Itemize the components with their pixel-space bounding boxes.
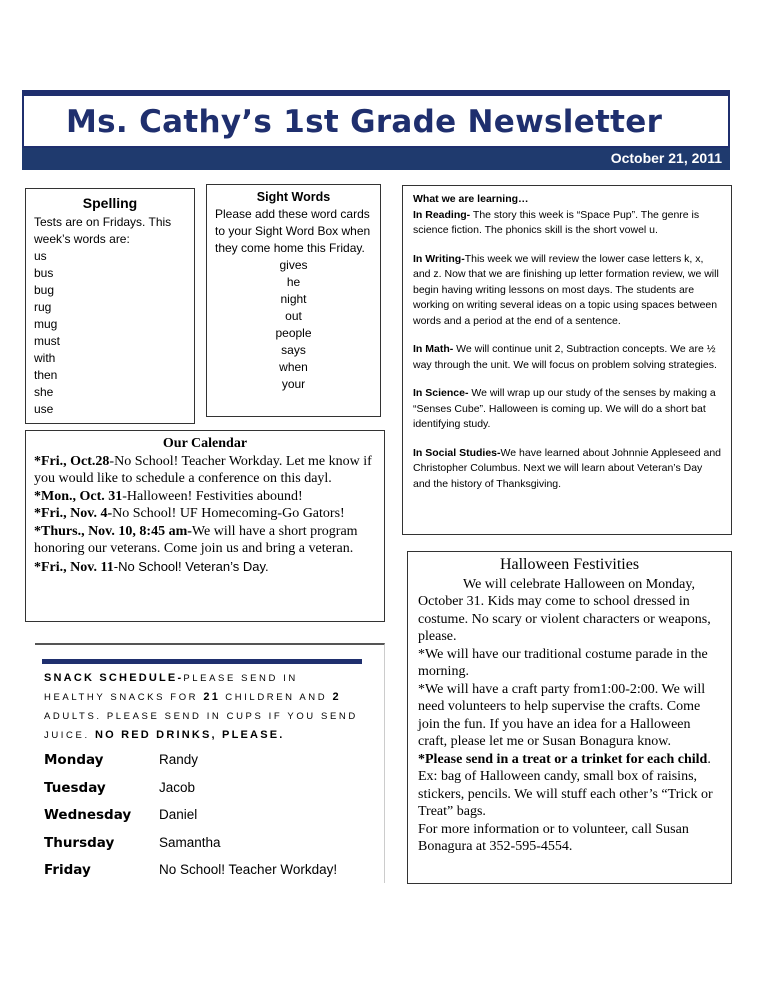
halloween-paragraph: For more information or to volunteer, call Susan Bonagura at 352-595-4554. <box>418 821 689 854</box>
spelling-word: use <box>34 402 54 416</box>
halloween-paragraph: *Please send in a treat or a trinket for each child. Ex: bag of Halloween candy, small box of raisins, stickers, pencils. We will stuff each other’s “Trick or Treat” bags. <box>418 751 713 819</box>
spelling-word: rug <box>34 300 52 314</box>
spelling-word: mug <box>34 317 58 331</box>
spelling-word: then <box>34 368 58 382</box>
learning-science: In Science- We will wrap up our study of the senses by making a “Senses Cube”. Halloween is coming up. We will do a short bat identifying study. <box>413 387 716 430</box>
spelling-word: bug <box>34 283 55 297</box>
learning-writing: In Writing-This week we will review the lower case letters k, x, and z. Now that we are finishing up letter formation review, we will begin having writing lessons on most days. The students are working on writing several ideas on a topic using spaces between words and a period at the end of a sentence. <box>413 252 719 327</box>
calendar-event: *Fri., Oct.28-No School! Teacher Workday. Let me know if you would like to schedule a conference on this dayl. <box>34 453 372 486</box>
calendar-box <box>25 430 385 622</box>
spelling-word: she <box>34 385 54 399</box>
snack-divider <box>42 659 362 664</box>
sight-word-list <box>215 257 372 393</box>
learning-heading: What we are learning… <box>413 193 529 205</box>
page-title: Ms. Cathy’s 1st Grade Newsletter <box>66 104 663 140</box>
sight-word: your <box>281 377 306 391</box>
calendar-event: *Fri., Nov. 11-No School! Veteran’s Day. <box>34 558 269 575</box>
sight-word: he <box>286 275 301 289</box>
spelling-word: must <box>34 334 61 348</box>
halloween-box <box>407 551 732 884</box>
halloween-paragraph: *We will have our traditional costume parade in the morning. <box>418 646 708 679</box>
calendar-event: *Mon., Oct. 31-Halloween! Festivities abound! <box>34 488 303 504</box>
calendar-event: *Fri., Nov. 4-No School! UF Homecoming-Go Gators! <box>34 506 345 521</box>
spelling-word-list <box>34 248 186 418</box>
halloween-heading: Halloween Festivities <box>499 556 640 573</box>
learning-box <box>402 185 732 535</box>
spelling-box <box>25 188 195 424</box>
halloween-paragraph: We will celebrate Halloween on Monday, October 31. Kids may come to school dressed in costume. No scary or violent characters or weapons, please. <box>418 576 711 644</box>
sight-word: when <box>279 360 308 374</box>
spelling-word: us <box>34 249 47 263</box>
newsletter-date: October 21, 2011 <box>610 150 722 166</box>
sight-words-intro: Please add these word cards to your Sight Word Box when they come home this Friday. <box>215 207 371 255</box>
learning-reading: In Reading- The story this week is “Space Pup”. The genre is science fiction. The phonics skill is the short vowel u. <box>413 208 700 236</box>
spelling-word: with <box>34 351 56 365</box>
spelling-intro: Tests are on Fridays. This week’s words are: <box>34 215 172 246</box>
calendar-event: *Thurs., Nov. 10, 8:45 am-We will have a short program honoring our veterans. Come join us and bring a veteran. <box>34 523 358 556</box>
sight-word: night <box>280 292 307 306</box>
sight-word: says <box>281 343 306 357</box>
sight-word: gives <box>279 258 308 272</box>
halloween-paragraph: *We will have a craft party from1:00-2:00. We will need volunteers to help supervise the crafts. Come join the fun. If you have an idea for a Halloween craft, please let me or Susan Bonagura know. <box>418 681 706 749</box>
learning-social-studies: In Social Studies-We have learned about Johnnie Appleseed and Christopher Columbus. Next we will learn about Veteran’s Day and the history of Thanksgiving. <box>413 446 722 490</box>
sight-word: people <box>275 326 312 340</box>
snack-schedule-box: SNACK SCHEDULE-PLEASE SEND IN HEALTHY SNACKS FOR 21 CHILDREN AND 2 ADULTS. PLEASE SEND IN CUPS IF YOU SEND JUICE. NO RED DRINKS, PLEASE. Monday Randy Tuesday Jacob Wednesday Daniel Thursday Samantha Friday No School! Teacher Workday! <box>35 643 385 883</box>
snack-instructions: SNACK SCHEDULE-PLEASE SEND IN HEALTHY SNACKS FOR 21 CHILDREN AND 2 ADULTS. PLEASE SEND IN CUPS IF YOU SEND JUICE. NO RED DRINKS, PLEASE. <box>44 672 358 741</box>
spelling-word: bus <box>34 266 54 280</box>
sight-words-heading: Sight Words <box>256 190 331 204</box>
spelling-heading: Spelling <box>82 195 138 211</box>
title-box <box>22 90 730 148</box>
sight-words-box <box>206 184 381 417</box>
learning-math: In Math- We will continue unit 2, Subtraction concepts. We are ½ way through the unit. We will focus on problem solving strategies. <box>413 343 717 371</box>
calendar-heading: Our Calendar <box>162 436 248 451</box>
date-bar <box>22 148 730 170</box>
sight-word: out <box>285 309 302 323</box>
